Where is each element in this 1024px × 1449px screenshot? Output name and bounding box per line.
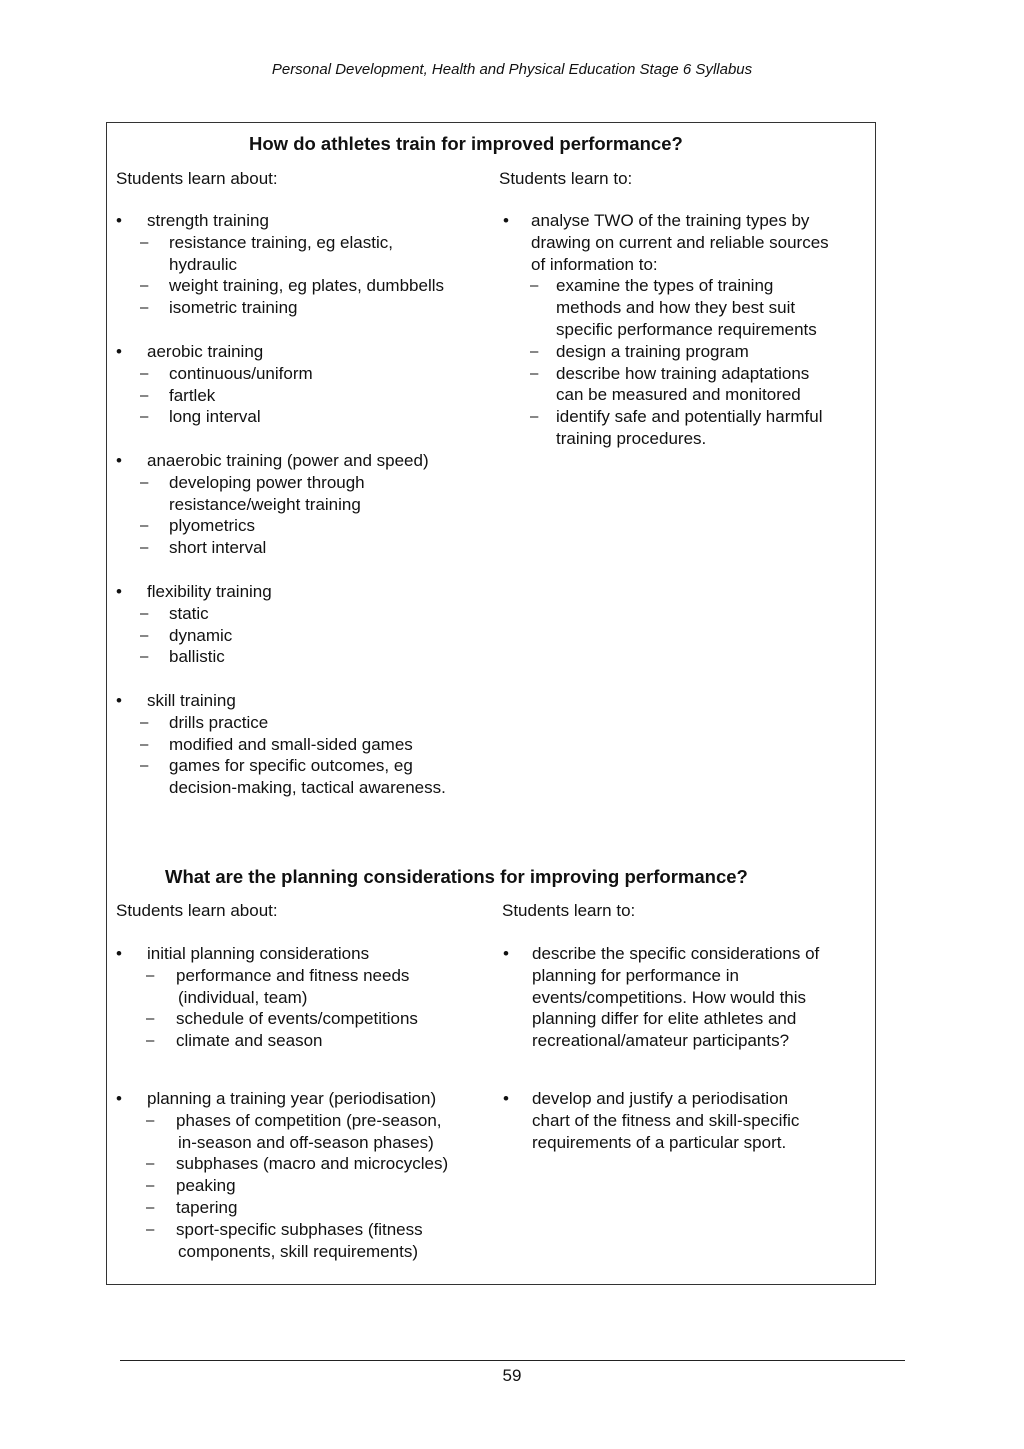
sub-item-line: games for specific outcomes, eg (169, 756, 413, 776)
sub-item-line: isometric training (169, 298, 298, 318)
bullet-marker: • (116, 211, 122, 230)
sub-item-line: resistance/weight training (169, 494, 361, 514)
sub-item-line: design a training program (556, 341, 749, 361)
bullet-item: strength training (147, 211, 269, 230)
dash-marker: – (146, 1155, 155, 1173)
bullet-item-line: drawing on current and reliable sources (531, 232, 829, 252)
sub-item-line: ballistic (169, 647, 225, 667)
dash-marker: – (140, 473, 149, 491)
bullet-marker: • (503, 944, 509, 963)
dash-marker: – (140, 386, 149, 404)
sub-item-line: plyometrics (169, 516, 255, 536)
running-header-text: Personal Development, Health and Physical Education Stage 6 Syllabus (271, 61, 753, 78)
dash-marker: – (146, 1220, 155, 1238)
sub-item-line: developing power through (169, 472, 365, 492)
bullet-marker: • (116, 944, 122, 963)
sub-item-line: fartlek (169, 385, 216, 405)
sub-item-line: in-season and off-season phases) (178, 1132, 434, 1152)
sub-item-line: can be measured and monitored (556, 385, 801, 405)
bullet-item-line: planning differ for elite athletes and (532, 1009, 797, 1029)
bullet-item: flexibility training (147, 582, 272, 601)
sub-item-line: subphases (macro and microcycles) (176, 1154, 449, 1174)
sub-item-line: long interval (169, 407, 261, 427)
sub-item-line: methods and how they best suit (556, 298, 796, 318)
sub-item-line: phases of competition (pre-season, (176, 1110, 442, 1130)
dash-marker: – (140, 648, 149, 666)
sub-item-line: modified and small-sided games (169, 734, 413, 754)
dash-marker: – (140, 604, 149, 622)
dash-marker: – (140, 233, 149, 251)
sub-item-line: static (169, 603, 209, 623)
footer-rule (120, 1360, 905, 1361)
sub-item-line: resistance training, eg elastic, (169, 232, 393, 252)
column-heading-learn-to: Students learn to: (502, 901, 636, 920)
column-heading-learn-about: Students learn about: (116, 901, 278, 920)
sub-item-line: decision-making, tactical awareness. (169, 778, 446, 798)
sub-item-line: (individual, team) (178, 987, 308, 1007)
sub-item-line: drills practice (169, 712, 269, 732)
sub-item-line: dynamic (169, 625, 233, 645)
dash-marker: – (146, 1032, 155, 1050)
bullet-item: skill training (147, 691, 236, 710)
sub-item-line: climate and season (176, 1031, 323, 1051)
sub-item-line: short interval (169, 538, 267, 558)
bullet-item-line: analyse TWO of the training types by (531, 211, 810, 230)
bullet-marker: • (116, 582, 122, 601)
dash-marker: – (530, 364, 539, 382)
bullet-item-line: planning for performance in (532, 965, 739, 985)
bullet-item-line: events/competitions. How would this (532, 987, 807, 1007)
bullet-marker: • (116, 451, 122, 470)
sub-item-line: examine the types of training (556, 276, 774, 296)
dash-marker: – (140, 277, 149, 295)
bullet-item-line: of information to: (531, 254, 658, 274)
sub-item-line: hydraulic (169, 254, 238, 274)
bullet-marker: • (503, 1089, 509, 1108)
dash-marker: – (140, 713, 149, 731)
bullet-item: planning a training year (periodisation) (147, 1089, 437, 1108)
dash-marker: – (146, 966, 155, 984)
bullet-item: aerobic training (147, 342, 264, 361)
dash-marker: – (530, 277, 539, 295)
bullet-marker: • (116, 691, 122, 710)
dash-marker: – (146, 1177, 155, 1195)
sub-item-line: continuous/uniform (169, 363, 313, 383)
sub-item-line: specific performance requirements (556, 320, 817, 339)
column-heading-learn-to: Students learn to: (499, 169, 633, 188)
page-number: 59 (502, 1366, 522, 1385)
bullet-item-line: develop and justify a periodisation (532, 1089, 789, 1108)
bullet-item-line: describe the specific considerations of (532, 944, 820, 963)
dash-marker: – (140, 626, 149, 644)
dash-marker: – (140, 408, 149, 426)
sub-item-line: weight training, eg plates, dumbbells (169, 276, 444, 296)
bullet-item-line: recreational/amateur participants? (532, 1031, 790, 1051)
dash-marker: – (140, 364, 149, 382)
sub-item-line: sport-specific subphases (fitness (176, 1219, 423, 1239)
sub-item-line: components, skill requirements) (178, 1241, 418, 1261)
bullet-marker: • (116, 1089, 122, 1108)
dash-marker: – (140, 539, 149, 557)
bullet-marker: • (116, 342, 122, 361)
sub-item-line: describe how training adaptations (556, 363, 810, 383)
dash-marker: – (140, 757, 149, 775)
sub-item-line: training procedures. (556, 429, 707, 448)
bullet-marker: • (503, 211, 509, 230)
sub-item-line: performance and fitness needs (176, 965, 410, 985)
dash-marker: – (140, 517, 149, 535)
bullet-item: initial planning considerations (147, 944, 370, 963)
dash-marker: – (146, 1199, 155, 1216)
section-title: What are the planning considerations for improving performance? (165, 866, 748, 887)
dash-marker: – (146, 1111, 155, 1129)
dash-marker: – (146, 1010, 155, 1028)
bullet-item: anaerobic training (power and speed) (147, 451, 429, 470)
dash-marker: – (140, 299, 149, 317)
column-heading-learn-about: Students learn about: (116, 169, 278, 188)
sub-item-line: identify safe and potentially harmful (556, 407, 823, 427)
bullet-item-line: requirements of a particular sport. (532, 1132, 787, 1152)
bullet-item-line: chart of the fitness and skill-specific (532, 1110, 800, 1130)
dash-marker: – (140, 735, 149, 753)
running-header (0, 61, 1024, 78)
dash-marker: – (530, 408, 539, 426)
sub-item-line: tapering (176, 1198, 238, 1217)
section-title: How do athletes train for improved performance? (249, 133, 683, 154)
sub-item-line: schedule of events/competitions (176, 1009, 418, 1029)
sub-item-line: peaking (176, 1176, 236, 1196)
dash-marker: – (530, 342, 539, 360)
